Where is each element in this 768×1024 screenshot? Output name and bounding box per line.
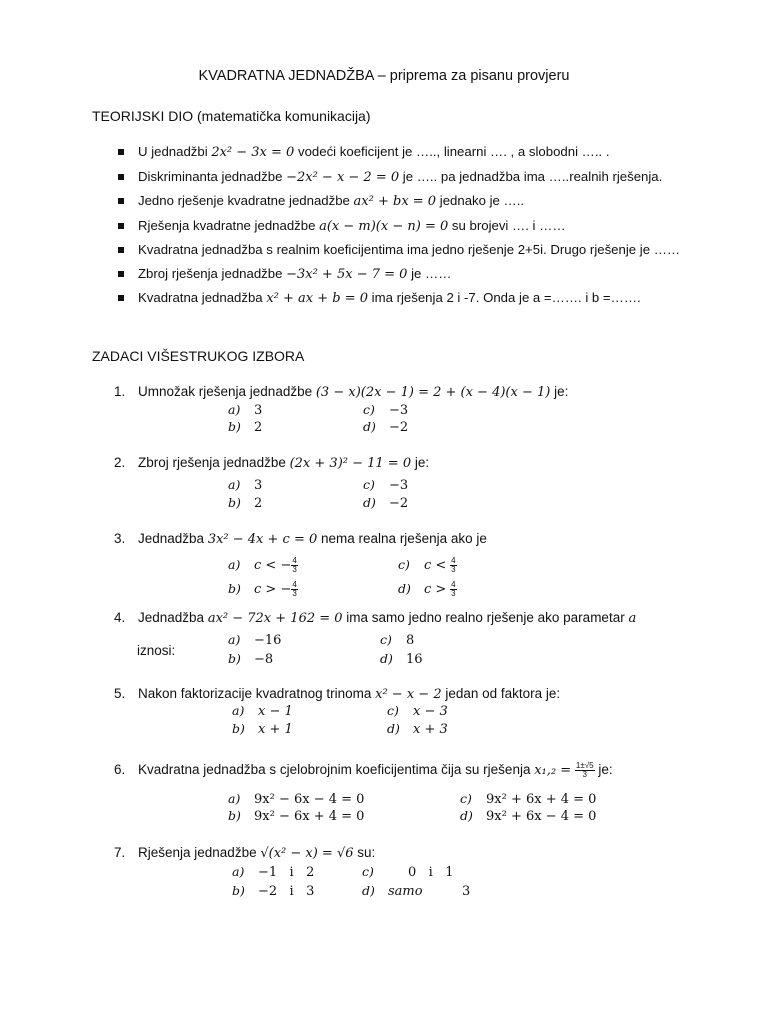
theory-item: U jednadžbi 2x² − 3x = 0 vodeći koeficijent je ….., linearni …. , a slobodni ….. . [118, 143, 688, 162]
option-b[interactable]: b) 2 [228, 495, 263, 511]
theory-item: Kvadratna jednadžba s realnim koeficijentima ima jedno rješenje 2+5i. Drugo rješenje je …… [118, 241, 688, 259]
fraction: $\frac{1\pm√5}{3}$ [575, 761, 594, 779]
option-a[interactable]: a) 9x² − 6x − 4 = 0 [228, 791, 365, 807]
question-1: 1. Umnožak rješenja jednadžbe (3 − x)(2x − 1) = 2 + (x − 4)(x − 1) je: [114, 384, 569, 400]
option-a[interactable]: a) c < − $\frac{4}{3}$ [228, 556, 297, 574]
theory-item: Diskriminanta jednadžbe −2x² − x − 2 = 0 je ….. pa jednadžba ima …..realnih rješenja. [118, 168, 688, 187]
question-7: 7. Rješenja jednadžbe √(x² − x) = √6 su: [114, 845, 376, 861]
option-c[interactable]: c) 8 [380, 632, 415, 648]
theory-heading: TEORIJSKI DIO (matematička komunikacija) [92, 108, 371, 124]
fraction: $\frac{4}{3}$ [451, 556, 456, 574]
fraction: $\frac{4}{3}$ [292, 580, 297, 598]
option-b[interactable]: b) −2 i 3 [232, 883, 315, 899]
option-d[interactable]: d) −2 [363, 495, 409, 511]
option-c[interactable]: c) c < $\frac{4}{3}$ [398, 556, 456, 574]
question-4-continuation: iznosi: [137, 643, 176, 658]
question-4: 4. Jednadžba ax² − 72x + 162 = 0 ima samo jedno realno rješenje ako parametar a [114, 610, 637, 626]
option-a[interactable]: a) 3 [228, 477, 263, 493]
option-c[interactable]: c) x − 3 [387, 703, 448, 719]
option-d[interactable]: d) −2 [363, 419, 409, 435]
theory-item: Rješenja kvadratne jednadžbe a(x − m)(x − n) = 0 su brojevi …. i …… [118, 217, 688, 236]
option-a[interactable]: a) −16 [228, 632, 282, 648]
option-b[interactable]: b) c > − $\frac{4}{3}$ [228, 580, 297, 598]
theory-item: Jedno rješenje kvadratne jednadžbe ax² + bx = 0 jednako je ….. [118, 192, 688, 211]
option-c[interactable]: c) 0 i 1 [362, 864, 454, 880]
option-a[interactable]: a) −1 i 2 [232, 864, 315, 880]
fraction: $\frac{4}{3}$ [292, 556, 297, 574]
option-c[interactable]: c) 9x² + 6x + 4 = 0 [460, 791, 597, 807]
question-2: 2. Zbroj rješenja jednadžbe (2x + 3)² − 11 = 0 je: [114, 455, 430, 471]
option-c[interactable]: c) −3 [363, 477, 409, 493]
theory-item: Kvadratna jednadžba x² + ax + b = 0 ima rješenja 2 i -7. Onda je a =……. i b =……. [118, 289, 688, 308]
theory-list [118, 143, 688, 314]
option-d[interactable]: d) 16 [380, 651, 423, 667]
question-5: 5. Nakon faktorizacije kvadratnog trinoma x² − x − 2 jedan od faktora je: [114, 686, 561, 702]
option-d[interactable]: d) 9x² + 6x − 4 = 0 [460, 808, 597, 824]
fraction: $\frac{4}{3}$ [451, 580, 456, 598]
question-3: 3. Jednadžba 3x² − 4x + c = 0 nema realna rješenja ako je [114, 531, 487, 547]
option-d[interactable]: d) c > $\frac{4}{3}$ [398, 580, 456, 598]
option-b[interactable]: b) 9x² − 6x + 4 = 0 [228, 808, 365, 824]
option-d[interactable]: d) samo 3 [362, 883, 471, 899]
option-b[interactable]: b) −8 [228, 651, 274, 667]
option-d[interactable]: d) x + 3 [387, 721, 448, 737]
option-a[interactable]: a) x − 1 [232, 703, 293, 719]
theory-item: Zbroj rješenja jednadžbe −3x² + 5x − 7 = 0 je …… [118, 265, 688, 284]
mc-heading: ZADACI VIŠESTRUKOG IZBORA [92, 348, 305, 364]
option-c[interactable]: c) −3 [363, 402, 409, 418]
question-6: 6. Kvadratna jednadžba s cjelobrojnim koeficijentima čija su rješenja x₁,₂ = $\frac{1\pm√5}{3}$ je: [114, 761, 613, 779]
option-a[interactable]: a) 3 [228, 402, 263, 418]
option-b[interactable]: b) x + 1 [232, 721, 293, 737]
page-title: KVADRATNA JEDNADŽBA – priprema za pisanu provjeru [198, 68, 570, 84]
option-b[interactable]: b) 2 [228, 419, 263, 435]
